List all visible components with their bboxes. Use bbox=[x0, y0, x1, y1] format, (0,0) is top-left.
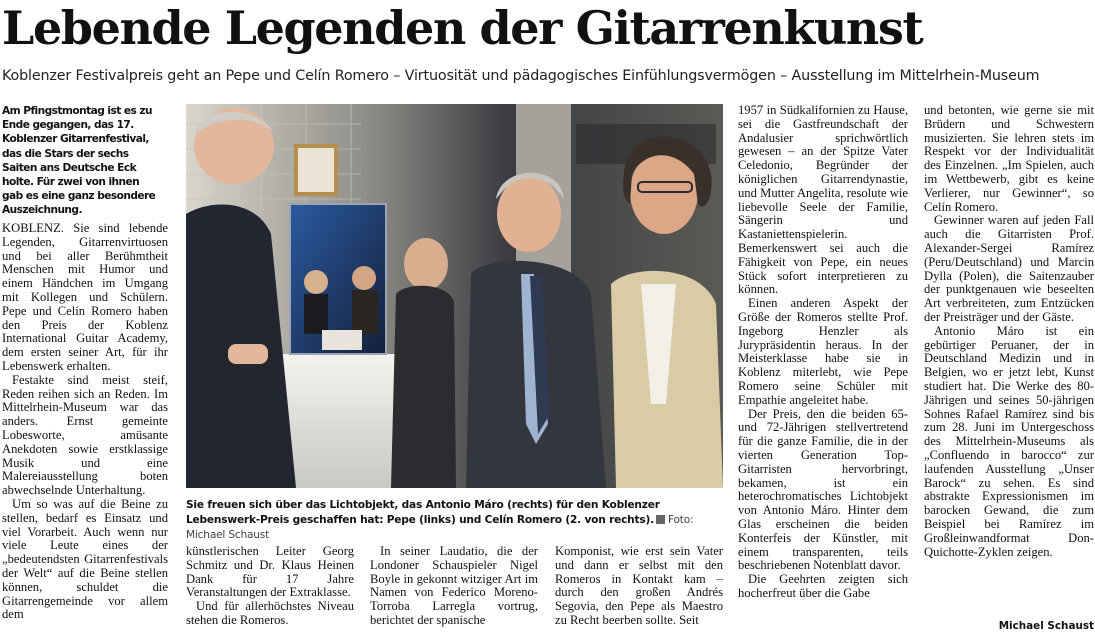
column-3 bbox=[370, 545, 538, 628]
paragraph: Komponist, wie erst sein Vater und dann er selbst mit den Romeros in Kontakt kam – durch den großen Andrés Segovia, den Pepe als Maestro zu Recht beerben sollte. Seit bbox=[555, 544, 723, 627]
paragraph: künstlerischen Leiter Georg Schmitz und Dr. Klaus Heinen Dank für 17 Jahre Veranstaltungen der Extraklasse. bbox=[186, 544, 354, 600]
headline: Lebende Legenden der Gitarrenkunst bbox=[2, 1, 923, 55]
intro-text: Am Pfingstmontag ist es zu Ende gegangen, das 17. Koblenzer Gitarrenfestival, das die Stars der sechs Saiten ans Deutsche Eck holte. Für zwei von ihnen gab es eine ganz besondere Auszeichnung. bbox=[2, 105, 156, 217]
column-2 bbox=[186, 545, 354, 628]
paragraph: Gewinner waren auf jeden Fall auch die Gitarristen Prof. Alexander-Sergei Ramírez (Peru/Deutschland) und Marcin Dylla (Polen), die Saitenzauber der punktgenauen wie beseelten Art verbreiteten, zum Entzücken der Preisträger und der Gäste. bbox=[924, 213, 1094, 324]
photo-scene bbox=[186, 104, 723, 488]
caption-text: Sie freuen sich über das Lichtobjekt, das Antonio Máro (rechts) für den Koblenzer Lebenswerk-Preis geschaffen hat: Pepe (links) und Celín Romero (2. von rechts). bbox=[186, 499, 660, 526]
column-1 bbox=[2, 222, 168, 622]
column-5 bbox=[738, 104, 908, 601]
column-4 bbox=[555, 545, 723, 628]
photo-credit: Foto: Michael Schaust bbox=[186, 514, 694, 541]
paragraph: Um so was auf die Beine zu stellen, bedarf es Einsatz und viel Vorarbeit. Auch wenn nur viele Leute eines der „bedeutendsten Gitarrenfestivals der Welt“ auf die Beine stellen können, schuldet die Gitarrengemeinde vor allem dem bbox=[2, 496, 168, 622]
photo-caption bbox=[186, 498, 723, 541]
paragraph: Und für allerhöchstes Niveau stehen die Romeros. bbox=[186, 599, 354, 627]
author-byline: Michael Schaust bbox=[998, 620, 1094, 632]
paragraph: Die Geehrten zeigten sich hocherfreut über die Gabe bbox=[738, 572, 908, 600]
paragraph: Einen anderen Aspekt der Größe der Romeros stellte Prof. Ingeborg Henzler als Jurypräsidentin heraus. In der Meisterklasse habe sie in Koblenz miterlebt, wie Pepe Romero seine Schüler mit Empathie angeleitet habe. bbox=[738, 296, 908, 407]
paragraph: Antonio Máro ist ein gebürtiger Peruaner, der in Deutschland Medizin und in Belgien, wo er jetzt lebt, Kunst studiert hat. Die Werke des 80-Jährigen und seines 50-jährigen Sohnes Rafael Ramírez sind bis zum 28. Juni im Untergeschoss des Mittelrhein-Museums als „Confluendo in barocco“ zur laufenden Ausstellung „Unser Barock“ zu sehen. Es sind abstrakte Expressionismen im barocken Gewand, die zum Beispiel bei Ramírez im Großleinwandformat Don-Quichotte-Zyklen zeigen. bbox=[924, 323, 1094, 559]
paragraph: Der Preis, den die beiden 65- und 72-Jährigen stellvertretend für die ganze Familie, die in der vierten Generation Top-Gitarristen hervorbringt, bekamen, ist ein heterochromatisches Lichtobjekt von Antonio Máro. Hinter dem Glas erscheinen die beiden Konterfeis der Künstler, mit einem transparenten, teils beschriebenen Notenblatt davor. bbox=[738, 406, 908, 573]
subheadline: Koblenzer Festivalpreis geht an Pepe und Celín Romero – Virtuosität und pädagogisches Einfühlungsvermögen – Ausstellung im Mittelrhein-Museum bbox=[2, 68, 1040, 84]
news-photo bbox=[186, 104, 723, 488]
paragraph: und betonten, wie gerne sie mit Brüdern und Schwestern musizierten. Sie lehren stets im Respekt vor der Individualität des Einzelnen. „Im Spielen, auch im Wettbewerb, gibt es keine Verlierer, nur Gewinner“, so Celín Romero. bbox=[924, 103, 1094, 214]
square-icon bbox=[656, 515, 665, 524]
paragraph: KOBLENZ. Sie sind lebende Legenden, Gitarrenvirtuosen und bei aller Berühmtheit Menschen mit Humor und einem Händchen im Umgang mit Kollegen und Schülern. Pepe und Celín Romero haben den Preis der Koblenz International Guitar Academy, dem ersten seiner Art, für ihr Lebenswerk erhalten. bbox=[2, 221, 168, 373]
column-6 bbox=[924, 104, 1094, 559]
paragraph: 1957 in Südkalifornien zu Hause, sei die Gastfreundschaft der Andalusier sprichwörtlich gewesen – an der Spitze Vater Celedonio, Begründer der königlichen Gitarrendynastie, und Mutter Angelita, resolute wie liebevolle Seele der Familie, Sängerin und Kastaniettenspielerin. Bemerkenswert sei auch die Fähigkeit von Pepe, ein neues Stück sofort interpretieren zu können. bbox=[738, 103, 908, 297]
paragraph: Festakte sind meist steif, Reden reihen sich an Reden. Im Mittelrhein-Museum war das anders. Ernst gemeinte Lobesworte, amüsante Anekdoten sowie erstklassige Musik und eine Malereiausstellung boten abwechselnde Unterhaltung. bbox=[2, 372, 168, 498]
paragraph: In seiner Laudatio, die der Londoner Schauspieler Nigel Boyle in gekonnt witziger Art im Namen von Federico Moreno-Torroba Larregla vortrug, berichtet der spanische bbox=[370, 544, 538, 627]
